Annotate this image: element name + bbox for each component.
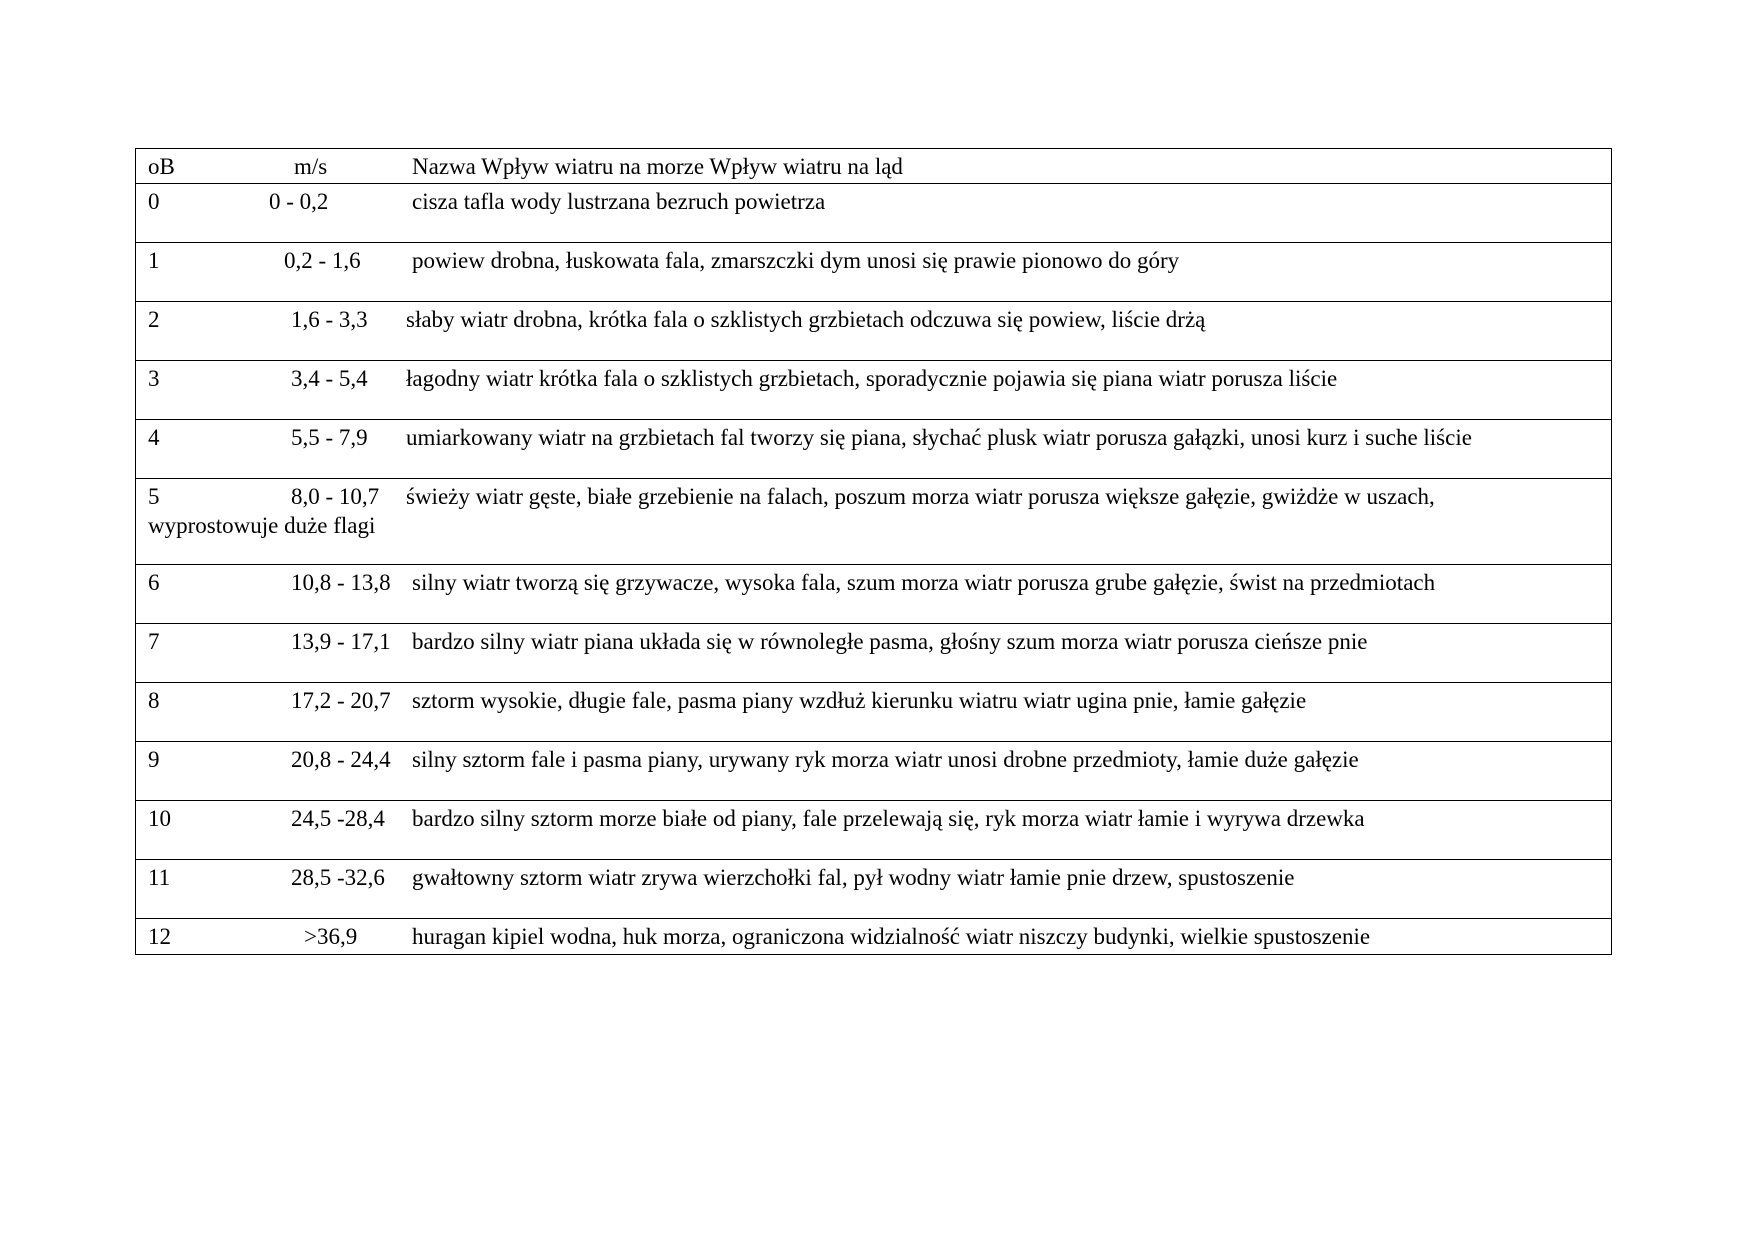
row-beaufort: 0 bbox=[148, 189, 160, 214]
table-row bbox=[136, 565, 1611, 624]
table-row bbox=[136, 243, 1611, 302]
table-row bbox=[136, 860, 1611, 919]
table-row bbox=[136, 919, 1611, 954]
row-speed: 17,2 - 20,7 bbox=[291, 688, 391, 713]
row-description: słaby wiatr drobna, krótka fala o szklistych grzbietach odczuwa się powiew, liście drżą bbox=[406, 307, 1206, 332]
row-speed: 3,4 - 5,4 bbox=[291, 366, 368, 391]
row-beaufort: 7 bbox=[148, 629, 160, 654]
row-description: łagodny wiatr krótka fala o szklistych grzbietach, sporadycznie pojawia się piana wiatr porusza liście bbox=[406, 366, 1338, 391]
row-speed: 28,5 -32,6 bbox=[291, 865, 385, 890]
row-description-continuation: wyprostowuje duże flagi bbox=[148, 513, 376, 538]
header-description: Nazwa Wpływ wiatru na morze Wpływ wiatru na ląd bbox=[412, 154, 903, 179]
table-row bbox=[136, 420, 1611, 479]
row-description: silny sztorm fale i pasma piany, urywany ryk morza wiatr unosi drobne przedmioty, łamie duże gałęzie bbox=[412, 747, 1359, 772]
row-description: silny wiatr tworzą się grzywacze, wysoka fala, szum morza wiatr porusza grube gałęzie, świst na przedmiotach bbox=[412, 570, 1436, 595]
row-beaufort: 3 bbox=[148, 366, 160, 391]
row-speed: 13,9 - 17,1 bbox=[291, 629, 391, 654]
row-speed: 20,8 - 24,4 bbox=[291, 747, 391, 772]
row-description: huragan kipiel wodna, huk morza, ograniczona widzialność wiatr niszczy budynki, wielkie spustoszenie bbox=[412, 924, 1371, 949]
row-beaufort: 8 bbox=[148, 688, 160, 713]
row-beaufort: 12 bbox=[148, 924, 171, 949]
row-speed: 0 - 0,2 bbox=[269, 189, 329, 214]
row-beaufort: 9 bbox=[148, 747, 160, 772]
row-speed: 8,0 - 10,7 bbox=[291, 484, 380, 509]
row-description: umiarkowany wiatr na grzbietach fal tworzy się piana, słychać plusk wiatr porusza gałązki, unosi kurz i suche liście bbox=[406, 425, 1472, 450]
row-beaufort: 10 bbox=[148, 806, 171, 831]
table-row bbox=[136, 683, 1611, 742]
row-description: sztorm wysokie, długie fale, pasma piany wzdłuż kierunku wiatru wiatr ugina pnie, łamie gałęzie bbox=[412, 688, 1307, 713]
row-speed: 1,6 - 3,3 bbox=[291, 307, 368, 332]
header-beaufort: oB bbox=[148, 154, 175, 179]
table-row bbox=[136, 479, 1611, 565]
row-beaufort: 2 bbox=[148, 307, 160, 332]
table-row bbox=[136, 361, 1611, 420]
row-speed: 5,5 - 7,9 bbox=[291, 425, 368, 450]
beaufort-scale-table bbox=[135, 148, 1612, 955]
table-row bbox=[136, 184, 1611, 243]
table-header-row bbox=[136, 149, 1611, 184]
row-description: bardzo silny sztorm morze białe od piany, fale przelewają się, ryk morza wiatr łamie i wyrywa drzewka bbox=[412, 806, 1365, 831]
table-row bbox=[136, 742, 1611, 801]
row-description: powiew drobna, łuskowata fala, zmarszczki dym unosi się prawie pionowo do góry bbox=[412, 248, 1180, 273]
row-description: gwałtowny sztorm wiatr zrywa wierzchołki fal, pył wodny wiatr łamie pnie drzew, spustoszenie bbox=[412, 865, 1295, 890]
table-row bbox=[136, 302, 1611, 361]
header-speed: m/s bbox=[294, 154, 328, 179]
row-description: cisza tafla wody lustrzana bezruch powietrza bbox=[412, 189, 826, 214]
row-beaufort: 6 bbox=[148, 570, 160, 595]
row-beaufort: 5 bbox=[148, 484, 160, 509]
row-speed: 24,5 -28,4 bbox=[291, 806, 385, 831]
row-beaufort: 4 bbox=[148, 425, 160, 450]
row-beaufort: 1 bbox=[148, 248, 160, 273]
row-speed: 0,2 - 1,6 bbox=[284, 248, 361, 273]
row-description: świeży wiatr gęste, białe grzebienie na falach, poszum morza wiatr porusza większe gałęzie, gwiżdże w uszach, bbox=[406, 484, 1435, 509]
table-row bbox=[136, 624, 1611, 683]
row-beaufort: 11 bbox=[148, 865, 171, 890]
row-description: bardzo silny wiatr piana układa się w równoległe pasma, głośny szum morza wiatr porusza cieńsze pnie bbox=[412, 629, 1368, 654]
row-speed: 10,8 - 13,8 bbox=[291, 570, 391, 595]
row-speed: >36,9 bbox=[304, 924, 358, 949]
table-row bbox=[136, 801, 1611, 860]
